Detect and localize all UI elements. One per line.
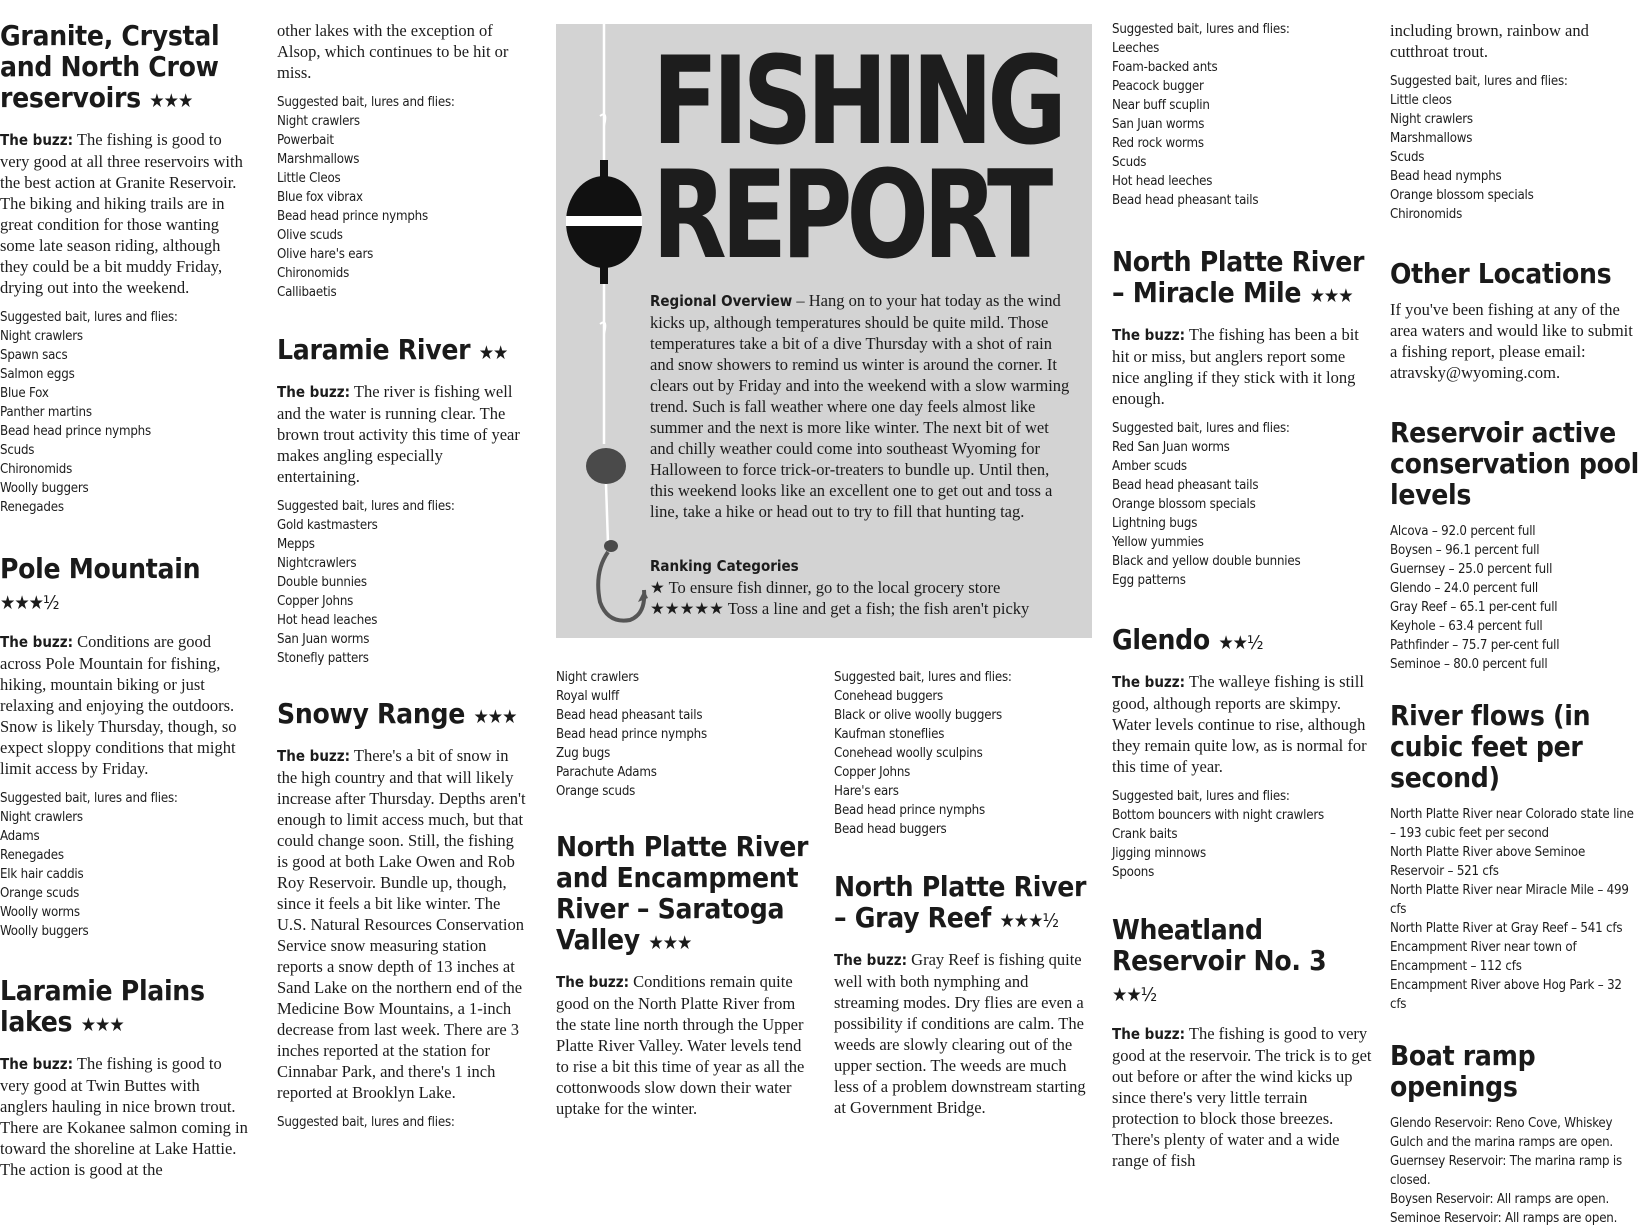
plains-bait-list xyxy=(277,112,529,302)
list-item: North Platte River near Colorado state line – 193 cubic feet per second xyxy=(1390,807,1634,841)
list-item: Bead head buggers xyxy=(834,822,947,837)
list-item: Marshmallows xyxy=(277,152,360,167)
list-item: Peacock bugger xyxy=(1112,79,1204,94)
list-item: Glendo – 24.0 percent full xyxy=(1390,581,1539,596)
wheatland-buzz: The buzz: The fishing is good to very good at the reservoir. The trick is to get out before or after the wind kicks up since there's very little terrain protection to block those breezes. There's plenty of water and a wide range of fish xyxy=(1112,1024,1372,1170)
other-locations-heading: Other Locations xyxy=(1390,257,1612,290)
list-item: Yellow yummies xyxy=(1112,535,1204,550)
wheatland-heading: Wheatland Reservoir No. 3 ★★½ xyxy=(1112,913,1327,1006)
ranking-high: ★★★★★ Toss a line and get a fish; the fish aren't picky xyxy=(650,599,1030,618)
wheatland-continued: including brown, rainbow and cutthroat trout. xyxy=(1390,21,1589,61)
snowy-buzz: The buzz: There's a bit of snow in the high country and that will likely increase after Thursday. Depths aren't enough to limit access much, but that could change soon. Still, the fishing is good at both Lake Owen and Rob Roy Reservoir. Bundle up, though, since it feels a bit like winter. The U.S. Natural Resources Conservation Service snow measuring station reports a snow depth of 13 inches at Sand Lake on the northern end of the Medicine Bow Mountains, a 1-inch decrease from last week. There are 3 inches reported at the station for Cinnabar Park, and there's 1 inch reported at Brooklyn Lake. xyxy=(277,746,526,1102)
list-item: Woolly buggers xyxy=(0,924,89,939)
saratoga-buzz: The buzz: Conditions remain quite good on the North Platte River from the state line north through the Upper Platte River Valley. Water levels tend to rise a bit this time of year as all the cottonwoods slow down their water uptake for the winter. xyxy=(556,972,805,1118)
list-item: Scuds xyxy=(1112,155,1147,170)
miracle-bait-list xyxy=(1112,438,1374,590)
wheatland-bait-list xyxy=(1390,91,1640,224)
pole-bait-label: Suggested bait, lures and flies: xyxy=(0,791,178,806)
pole-heading: Pole Mountain ★★★½ xyxy=(0,552,201,614)
list-item: Boysen Reservoir: All ramps are open. xyxy=(1390,1192,1610,1207)
pole-buzz: The buzz: Conditions are good across Pole Mountain for fishing, hiking, mountain biking or just relaxing and enjoying the outdoors. Snow is likely Thursday, though, so expect sloppy conditions that might limit access by Friday. xyxy=(0,632,237,778)
fishing-report-panel xyxy=(556,24,1092,638)
list-item: Seminoe Reservoir: All ramps are open. xyxy=(1390,1211,1618,1226)
ranking-categories xyxy=(650,556,1070,619)
list-item: Amber scuds xyxy=(1112,459,1187,474)
list-item: Spawn sacs xyxy=(0,348,68,363)
list-item: Egg patterns xyxy=(1112,573,1186,588)
list-item: Hare's ears xyxy=(834,784,899,799)
list-item: Bead head pheasant tails xyxy=(556,708,703,723)
list-item: Copper Johns xyxy=(277,594,354,609)
other-locations-text: If you've been fishing at any of the area waters and would like to submit a fishing report, please email: atravsky@wyoming.com. xyxy=(1390,300,1633,382)
list-item: Blue Fox xyxy=(0,386,49,401)
granite-bait-list xyxy=(0,327,250,517)
miracle-heading: North Platte River – Miracle Mile ★★★ xyxy=(1112,245,1365,309)
list-item: Glendo Reservoir: Reno Cove, Whiskey Gulch and the marina ramps are open. xyxy=(1390,1116,1614,1150)
list-item: Parachute Adams xyxy=(556,765,657,780)
list-item: Adams xyxy=(0,829,40,844)
list-item: Renegades xyxy=(0,500,64,515)
column-4 xyxy=(834,668,1092,1118)
list-item: Hot head leeches xyxy=(1112,174,1213,189)
boat-ramps-list xyxy=(1390,1114,1640,1228)
list-item: Black or olive woolly buggers xyxy=(834,708,1002,723)
list-item: Bead head nymphs xyxy=(1390,169,1502,184)
list-item: Nightcrawlers xyxy=(277,556,357,571)
column-3 xyxy=(556,668,816,1119)
wheatland-bait-label: Suggested bait, lures and flies: xyxy=(1390,74,1568,89)
glendo-bait-list xyxy=(1112,806,1374,882)
list-item: Encampment River near town of Encampment – 112 cfs xyxy=(1390,940,1577,974)
reservoir-levels-list xyxy=(1390,522,1640,674)
plains-bait-label: Suggested bait, lures and flies: xyxy=(277,95,455,110)
laramie-bait-list xyxy=(277,516,529,668)
list-item: Keyhole – 63.4 percent full xyxy=(1390,619,1543,634)
saratoga-heading: North Platte River and Encampment River – Saratoga Valley ★★★ xyxy=(556,830,809,956)
list-item: Pathfinder – 75.7 per-cent full xyxy=(1390,638,1560,653)
list-item: Little Cleos xyxy=(277,171,341,186)
boat-ramps-heading: Boat ramp openings xyxy=(1390,1039,1536,1103)
laramie-bait-label: Suggested bait, lures and flies: xyxy=(277,499,455,514)
list-item: Scuds xyxy=(0,443,35,458)
list-item: Boysen – 96.1 percent full xyxy=(1390,543,1540,558)
list-item: Bottom bouncers with night crawlers xyxy=(1112,808,1325,823)
glendo-buzz: The buzz: The walleye fishing is still good, although reports are skimpy. Water levels continue to rise, although they remain quite low, as is normal for this time of year. xyxy=(1112,672,1367,776)
laramie-heading: Laramie River ★★ xyxy=(277,333,508,366)
list-item: Alcova – 92.0 percent full xyxy=(1390,524,1536,539)
list-item: Olive scuds xyxy=(277,228,343,243)
list-item: Chironomids xyxy=(1390,207,1463,222)
list-item: San Juan worms xyxy=(277,632,370,647)
list-item: Red rock worms xyxy=(1112,136,1204,151)
list-item: Night crawlers xyxy=(0,810,83,825)
snowy-heading: Snowy Range ★★★ xyxy=(277,697,517,730)
grayreef-buzz: The buzz: Gray Reef is fishing quite well with both nymphing and streaming modes. Dry flies are even a possibility if conditions are calm. The weeds are slowly clearing out of the upper section. The weeds are much less of a problem downstream starting at Government Bridge. xyxy=(834,950,1086,1117)
list-item: Night crawlers xyxy=(1390,112,1473,127)
list-item: Orange blossom specials xyxy=(1390,188,1534,203)
list-item: Woolly worms xyxy=(0,905,80,920)
list-item: Kaufman stoneflies xyxy=(834,727,945,742)
list-item: Olive hare's ears xyxy=(277,247,374,262)
list-item: Crank baits xyxy=(1112,827,1178,842)
list-item: Scuds xyxy=(1390,150,1425,165)
list-item: Jigging minnows xyxy=(1112,846,1207,861)
glendo-heading: Glendo ★★½ xyxy=(1112,623,1263,656)
list-item: Bead head pheasant tails xyxy=(1112,193,1259,208)
list-item: Night crawlers xyxy=(0,329,83,344)
list-item: Night crawlers xyxy=(556,670,639,685)
plains-continued: other lakes with the exception of Alsop, which continues to be hit or miss. xyxy=(277,21,509,82)
list-item: Spoons xyxy=(1112,865,1155,880)
list-item: Black and yellow double bunnies xyxy=(1112,554,1301,569)
granite-heading: Granite, Crystal and North Crow reservoirs ★★★ xyxy=(0,19,220,114)
list-item: Double bunnies xyxy=(277,575,367,590)
list-item: Orange scuds xyxy=(556,784,636,799)
reservoir-levels-heading: Reservoir active conservation pool levels xyxy=(1390,416,1639,511)
saratoga-bait-list xyxy=(834,687,1092,839)
column-6 xyxy=(1390,0,1640,1228)
miracle-buzz: The buzz: The fishing has been a bit hit or miss, but anglers report some nice angling if they stick with it long enough. xyxy=(1112,325,1359,408)
list-item: Bead head prince nymphs xyxy=(834,803,985,818)
pole-bait-list xyxy=(0,808,250,941)
ranking-low: ★ To ensure fish dinner, go to the local grocery store xyxy=(650,578,1001,597)
list-item: North Platte River at Gray Reef – 541 cfs xyxy=(1390,921,1623,936)
list-item: Royal wulff xyxy=(556,689,619,704)
list-item: Lightning bugs xyxy=(1112,516,1198,531)
list-item: North Platte River near Miracle Mile – 499 cfs xyxy=(1390,883,1629,917)
miracle-bait-label: Suggested bait, lures and flies: xyxy=(1112,421,1290,436)
glendo-bait-label: Suggested bait, lures and flies: xyxy=(1112,789,1290,804)
list-item: Mepps xyxy=(277,537,315,552)
list-item: Panther martins xyxy=(0,405,92,420)
column-5 xyxy=(1112,0,1374,1171)
list-item: San Juan worms xyxy=(1112,117,1205,132)
fishing-line-bobber-icon xyxy=(556,24,656,638)
list-item: Leeches xyxy=(1112,41,1160,56)
plains-heading: Laramie Plains lakes ★★★ xyxy=(0,974,205,1038)
column-1 xyxy=(0,0,250,1180)
snowy-bait-list xyxy=(556,668,816,801)
list-item: Night crawlers xyxy=(277,114,360,129)
list-item: Foam-backed ants xyxy=(1112,60,1218,75)
list-item: Woolly buggers xyxy=(0,481,89,496)
grayreef-bait-label: Suggested bait, lures and flies: xyxy=(1112,22,1290,37)
list-item: Orange scuds xyxy=(0,886,80,901)
list-item: Chironomids xyxy=(277,266,350,281)
list-item: Blue fox vibrax xyxy=(277,190,363,205)
list-item: Little cleos xyxy=(1390,93,1452,108)
list-item: Seminoe – 80.0 percent full xyxy=(1390,657,1548,672)
grayreef-bait-list xyxy=(1112,39,1374,210)
snowy-bait-label: Suggested bait, lures and flies: xyxy=(277,1115,455,1130)
list-item: Callibaetis xyxy=(277,285,337,300)
list-item: Gold kastmasters xyxy=(277,518,378,533)
plains-buzz: The buzz: The fishing is good to very good at Twin Buttes with anglers hauling in nice brown trout. There are Kokanee salmon coming in toward the shoreline at Lake Hattie. The action is good at the xyxy=(0,1054,248,1179)
list-item: Bead head prince nymphs xyxy=(0,424,151,439)
list-item: Copper Johns xyxy=(834,765,911,780)
river-flows-list xyxy=(1390,805,1640,1014)
list-item: North Platte River above Seminoe Reservoir – 521 cfs xyxy=(1390,845,1586,879)
list-item: Conehead buggers xyxy=(834,689,944,704)
report-title-line2: REPORT xyxy=(652,145,1048,286)
list-item: Renegades xyxy=(0,848,64,863)
list-item: Bead head pheasant tails xyxy=(1112,478,1259,493)
regional-overview: Regional Overview – Hang on to your hat today as the wind kicks up, although temperatures should be quite mild. Those temperatures take a bit of a dive Thursday with a shot of rain and snow showers to remind us winter is around the corner. It clears out by Friday and into the weekend with a slow warming trend. Such is fall weather where one day feels almost like summer and the next is more like winter. The next bit of wet and chilly weather could come into southeast Wyoming for Halloween to force trick-or-treaters to bundle up. Until then, this weekend looks like an excellent one to get out and toss a line, take a hike or head out to try to fill that hunting tag. xyxy=(650,291,1070,521)
list-item: Guernsey – 25.0 percent full xyxy=(1390,562,1553,577)
list-item: Near buff scuplin xyxy=(1112,98,1210,113)
column-2 xyxy=(277,0,529,1132)
list-item: Orange blossom specials xyxy=(1112,497,1256,512)
list-item: Conehead woolly sculpins xyxy=(834,746,983,761)
list-item: Guernsey Reservoir: The marina ramp is closed. xyxy=(1390,1154,1623,1188)
list-item: Marshmallows xyxy=(1390,131,1473,146)
list-item: Powerbait xyxy=(277,133,334,148)
list-item: Stonefly patters xyxy=(277,651,369,666)
list-item: Elk hair caddis xyxy=(0,867,84,882)
grayreef-heading: North Platte River – Gray Reef ★★★½ xyxy=(834,870,1087,934)
granite-buzz: The buzz: The fishing is good to very good at all three reservoirs with the best action at Granite Reservoir. The biking and hiking trails are in great condition for those wanting some late season riding, although they could be a bit muddy Friday, drying out into the weekend. xyxy=(0,130,243,297)
list-item: Chironomids xyxy=(0,462,73,477)
laramie-buzz: The buzz: The river is fishing well and the water is running clear. The brown trout activity this time of year makes angling especially entertaining. xyxy=(277,382,520,486)
saratoga-bait-label: Suggested bait, lures and flies: xyxy=(834,670,1012,685)
list-item: Zug bugs xyxy=(556,746,611,761)
list-item: Gray Reef – 65.1 per-cent full xyxy=(1390,600,1558,615)
list-item: Red San Juan worms xyxy=(1112,440,1230,455)
list-item: Salmon eggs xyxy=(0,367,75,382)
list-item: Hot head leaches xyxy=(277,613,378,628)
granite-bait-label: Suggested bait, lures and flies: xyxy=(0,310,178,325)
report-title-line1: FISHING xyxy=(652,31,1061,172)
list-item: Encampment River above Hog Park – 32 cfs xyxy=(1390,978,1622,1012)
river-flows-heading: River flows (in cubic feet per second) xyxy=(1390,699,1591,794)
ranking-heading: Ranking Categories xyxy=(650,557,799,575)
list-item: Bead head prince nymphs xyxy=(277,209,428,224)
list-item: Bead head prince nymphs xyxy=(556,727,707,742)
